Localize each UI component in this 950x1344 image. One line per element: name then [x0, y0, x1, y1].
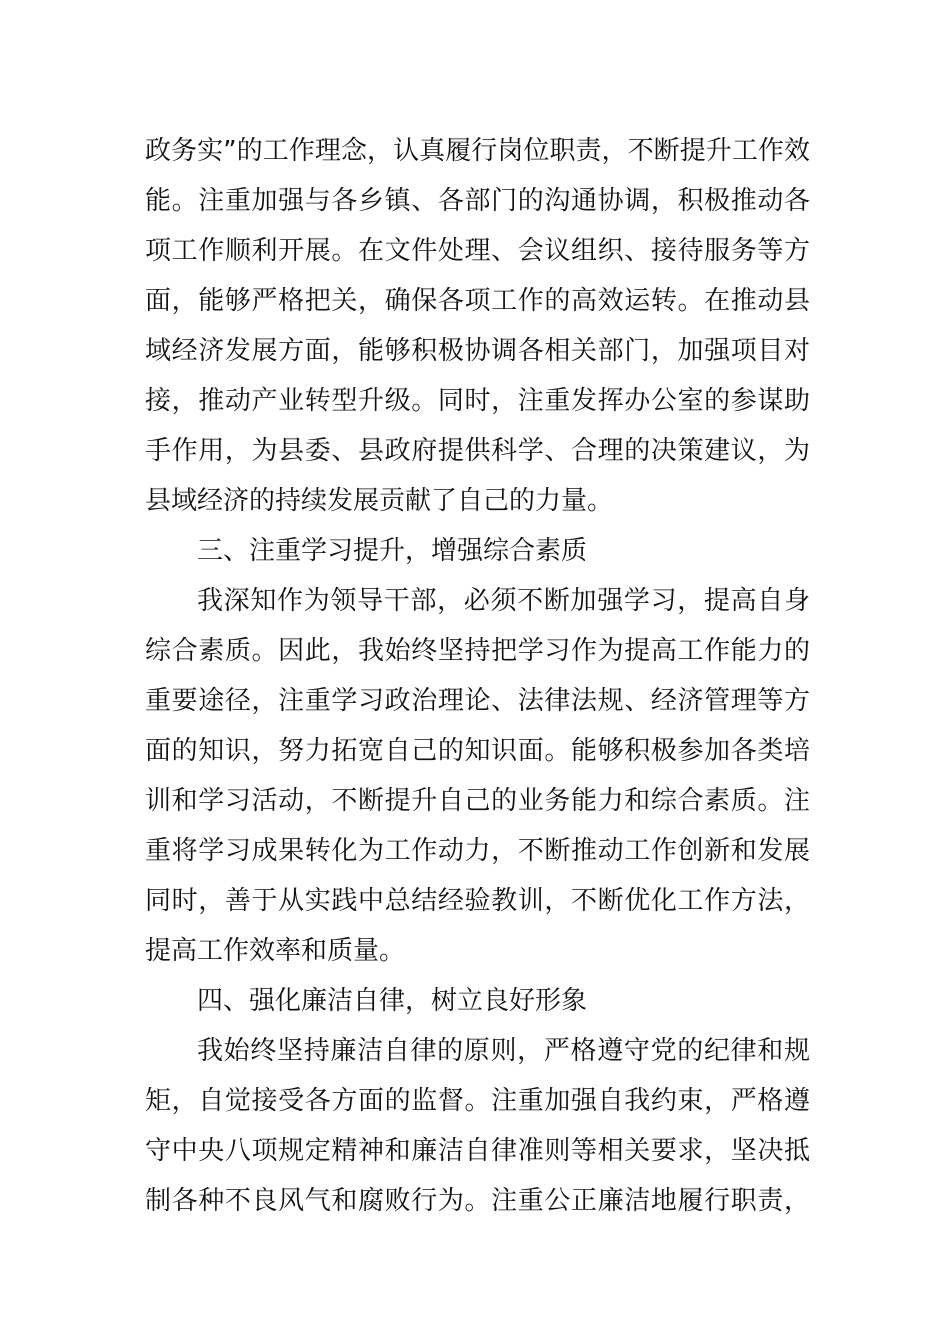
paragraph-line: 同时，善于从实践中总结经验教训，不断优化工作方法，	[145, 886, 810, 916]
paragraph-line: 接，推动产业转型升级。同时，注重发挥办公室的参谋助	[145, 386, 810, 416]
paragraph-line: 矩，自觉接受各方面的监督。注重加强自我约束，严格遵	[145, 1086, 810, 1116]
paragraph-line: 提高工作效率和质量。	[145, 936, 406, 966]
paragraph-line: 能。注重加强与各乡镇、各部门的沟通协调，积极推动各	[145, 186, 810, 216]
paragraph-line: 我始终坚持廉洁自律的原则，严格遵守党的纪律和规	[197, 1036, 810, 1066]
paragraph-line: 手作用，为县委、县政府提供科学、合理的决策建议，为	[145, 436, 810, 466]
paragraph-line: 综合素质。因此，我始终坚持把学习作为提高工作能力的	[145, 636, 810, 666]
paragraph-line: 重要途径，注重学习政治理论、法律法规、经济管理等方	[145, 686, 810, 716]
paragraph-line: 政务实”的工作理念，认真履行岗位职责，不断提升工作效	[145, 136, 810, 166]
paragraph-line: 重将学习成果转化为工作动力，不断推动工作创新和发展	[145, 836, 810, 866]
paragraph-line: 面的知识，努力拓宽自己的知识面。能够积极参加各类培	[145, 736, 810, 766]
paragraph-line: 守中央八项规定精神和廉洁自律准则等相关要求，坚决抵	[145, 1136, 810, 1166]
paragraph-line: 域经济发展方面，能够积极协调各相关部门，加强项目对	[145, 336, 810, 366]
paragraph-line: 制各种不良风气和腐败行为。注重公正廉洁地履行职责，	[145, 1186, 810, 1216]
section-heading: 四、强化廉洁自律，树立良好形象	[197, 986, 588, 1016]
paragraph-line: 项工作顺利开展。在文件处理、会议组织、接待服务等方	[145, 236, 810, 266]
paragraph-line: 训和学习活动，不断提升自己的业务能力和综合素质。注	[145, 786, 810, 816]
document-body	[145, 126, 810, 1226]
section-heading: 三、注重学习提升，增强综合素质	[197, 536, 588, 566]
paragraph-line: 我深知作为领导干部，必须不断加强学习，提高自身	[197, 586, 810, 616]
paragraph-line: 县域经济的持续发展贡献了自己的力量。	[145, 486, 614, 516]
paragraph-line: 面，能够严格把关，确保各项工作的高效运转。在推动县	[145, 286, 810, 316]
